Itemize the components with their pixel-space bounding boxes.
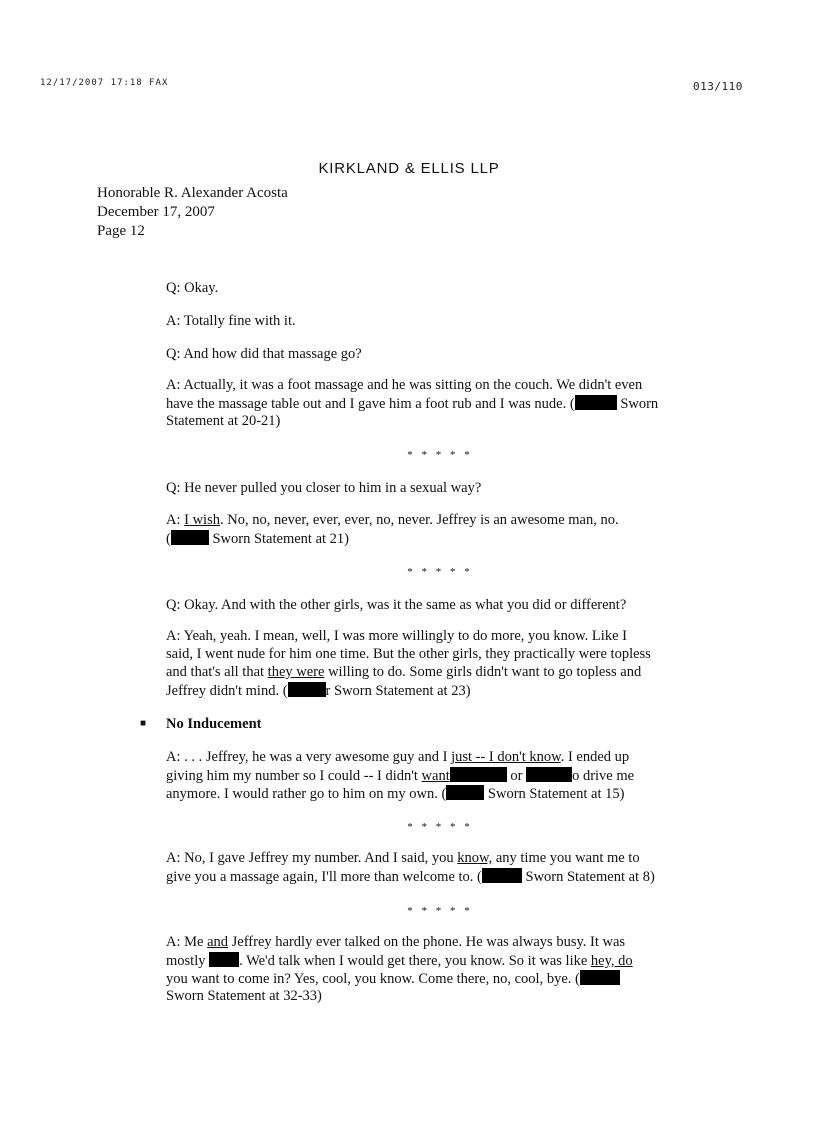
redaction-box <box>575 395 617 410</box>
addressee-name: Honorable R. Alexander Acosta <box>97 185 288 201</box>
answer-other-girls-line2: said, I went nude for him one time. But the other girls, they practically were topless <box>166 646 651 662</box>
answer-foot-massage-line2: have the massage table out and I gave him a foot rub and I was nude. ( Sworn <box>166 396 659 412</box>
answer-foot-massage-line3: Statement at 20-21) <box>166 413 281 429</box>
answer-phone-line2: mostly . We'd talk when I would get there, you know. So it was like hey, do <box>166 953 633 969</box>
question-other-girls: Q: Okay. And with the other girls, was it the same as what you did or different? <box>166 597 627 613</box>
answer-other-girls-line3: and that's all that they were willing to do. Some girls didn't want to go topless and <box>166 664 642 680</box>
answer-totally-fine: A: Totally fine with it. <box>166 313 296 329</box>
letter-date: December 17, 2007 <box>97 204 215 220</box>
redaction-box <box>526 767 572 782</box>
answer-foot-massage-line1: A: Actually, it was a foot massage and he was sitting on the couch. We didn't even <box>166 377 643 393</box>
section-heading-no-inducement: No Inducement <box>166 716 262 732</box>
section-separator: * * * * * <box>407 566 473 578</box>
question-okay: Q: Okay. <box>166 280 219 296</box>
answer-awesome-guy-line1: A: . . . Jeffrey, he was a very awesome guy and I just -- I don't know. I ended up <box>166 749 630 765</box>
answer-other-girls-line1: A: Yeah, yeah. I mean, well, I was more willingly to do more, you know. Like I <box>166 628 627 644</box>
answer-awesome-guy-line3: anymore. I would rather go to him on my own. ( Sworn Statement at 15) <box>166 786 625 802</box>
answer-phone-line4: Sworn Statement at 32-33) <box>166 988 322 1004</box>
answer-gave-number-line2: give you a massage again, I'll more than welcome to. ( Sworn Statement at 8) <box>166 869 655 885</box>
redaction-box <box>209 952 239 967</box>
page-number: Page 12 <box>97 223 145 239</box>
answer-awesome-guy-line2: giving him my number so I could -- I didn't want or o drive me <box>166 768 635 784</box>
addressee-block <box>97 184 288 241</box>
redaction-box <box>446 785 484 800</box>
section-separator: * * * * * <box>407 821 473 833</box>
bullet-icon: ■ <box>140 718 147 729</box>
fax-header-timestamp: 12/17/2007 17:18 FAX <box>40 78 169 88</box>
section-separator: * * * * * <box>407 449 473 461</box>
letterhead-firm-name: KIRKLAND & ELLIS LLP <box>318 160 500 177</box>
redaction-box <box>482 868 522 883</box>
answer-other-girls-line4: Jeffrey didn't mind. ( r Sworn Statement at 23) <box>166 683 471 699</box>
redaction-box <box>450 767 507 782</box>
answer-phone-line1: A: Me and Jeffrey hardly ever talked on the phone. He was always busy. It was <box>166 934 626 950</box>
question-sexual-way: Q: He never pulled you closer to him in a sexual way? <box>166 480 482 496</box>
question-massage: Q: And how did that massage go? <box>166 346 362 362</box>
section-separator: * * * * * <box>407 905 473 917</box>
answer-i-wish-line2: ( Sworn Statement at 21) <box>166 531 349 547</box>
answer-gave-number-line1: A: No, I gave Jeffrey my number. And I said, you know, any time you want me to <box>166 850 640 866</box>
redaction-box <box>171 530 209 545</box>
redaction-box <box>288 682 326 697</box>
fax-page-counter: 013/110 <box>693 80 743 93</box>
answer-i-wish-line1: A: I wish. No, no, never, ever, ever, no, never. Jeffrey is an awesome man, no. <box>166 512 619 528</box>
answer-phone-line3: you want to come in? Yes, cool, you know. Come there, no, cool, bye. ( <box>166 970 620 989</box>
redaction-box <box>580 970 620 985</box>
